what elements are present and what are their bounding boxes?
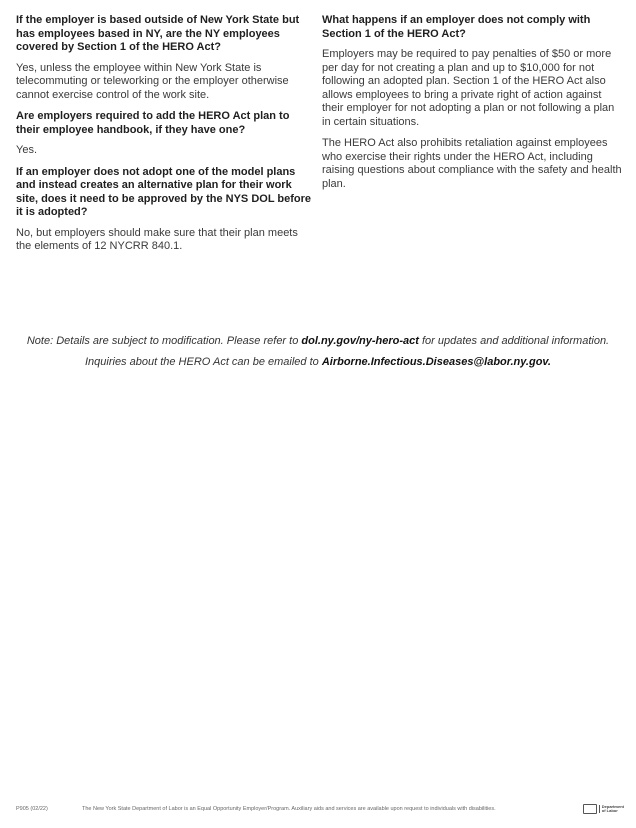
left-column <box>16 14 312 262</box>
note-text: Inquiries about the HERO Act can be emailed to <box>84 356 322 368</box>
faq-answer: Yes. <box>16 144 38 156</box>
form-code: P905 (02/22) <box>16 806 48 812</box>
faq-answer: No, but employers should make sure that their plan meets the elements of 12 NYCRR 840.1. <box>16 226 298 252</box>
note-line-1 <box>0 331 636 352</box>
logo-text: Department of Labor <box>599 805 624 813</box>
faq-answer: The HERO Act also prohibits retaliation against employees who exercise their rights under the HERO Act, including raising questions about compliance with the safety and health plan. <box>322 137 622 190</box>
note-block <box>0 331 636 373</box>
eeo-statement: The New York State Department of Labor is an Equal Opportunity Employer/Program. Auxiliary aids and services are available upon request to individuals with disabilities. <box>82 806 496 812</box>
faq-answer: Employers may be required to pay penalties of $50 or more per day for not creating a plan and up to $10,000 for not following an adopted plan. Section 1 of the HERO Act also allows employees to bring a private right of action against their employer for not adopting a plan or not following a plan in certain situations. <box>322 48 615 128</box>
faq-question: If the employer is based outside of New York State but has employees based in NY, are the NY employees covered by Section 1 of the HERO Act? <box>16 14 300 53</box>
note-text: Note: Details are subject to modification. Please refer to <box>26 335 302 347</box>
faq-answer: Yes, unless the employee within New York State is telecommuting or teleworking or the employer otherwise cannot exercise control of the work site. <box>16 61 289 101</box>
page-footer <box>16 802 624 816</box>
faq-question: What happens if an employer does not comply with Section 1 of the HERO Act? <box>322 14 591 40</box>
faq-question: If an employer does not adopt one of the model plans and instead creates an alternative plan for their work site, does it need to be approved by the NYS DOL before it is adopted? <box>16 165 312 218</box>
hero-act-link[interactable]: dol.ny.gov/ny-hero-act <box>301 335 419 347</box>
nys-dol-logo <box>583 804 624 814</box>
contact-email-link[interactable]: Airborne.Infectious.Diseases@labor.ny.gov. <box>321 356 551 368</box>
note-line-2 <box>0 352 636 373</box>
right-column <box>322 14 622 199</box>
nys-seal-icon <box>583 804 597 814</box>
note-text: for updates and additional information. <box>418 335 610 347</box>
faq-question: Are employers required to add the HERO Act plan to their employee handbook, if they have one? <box>16 110 290 136</box>
